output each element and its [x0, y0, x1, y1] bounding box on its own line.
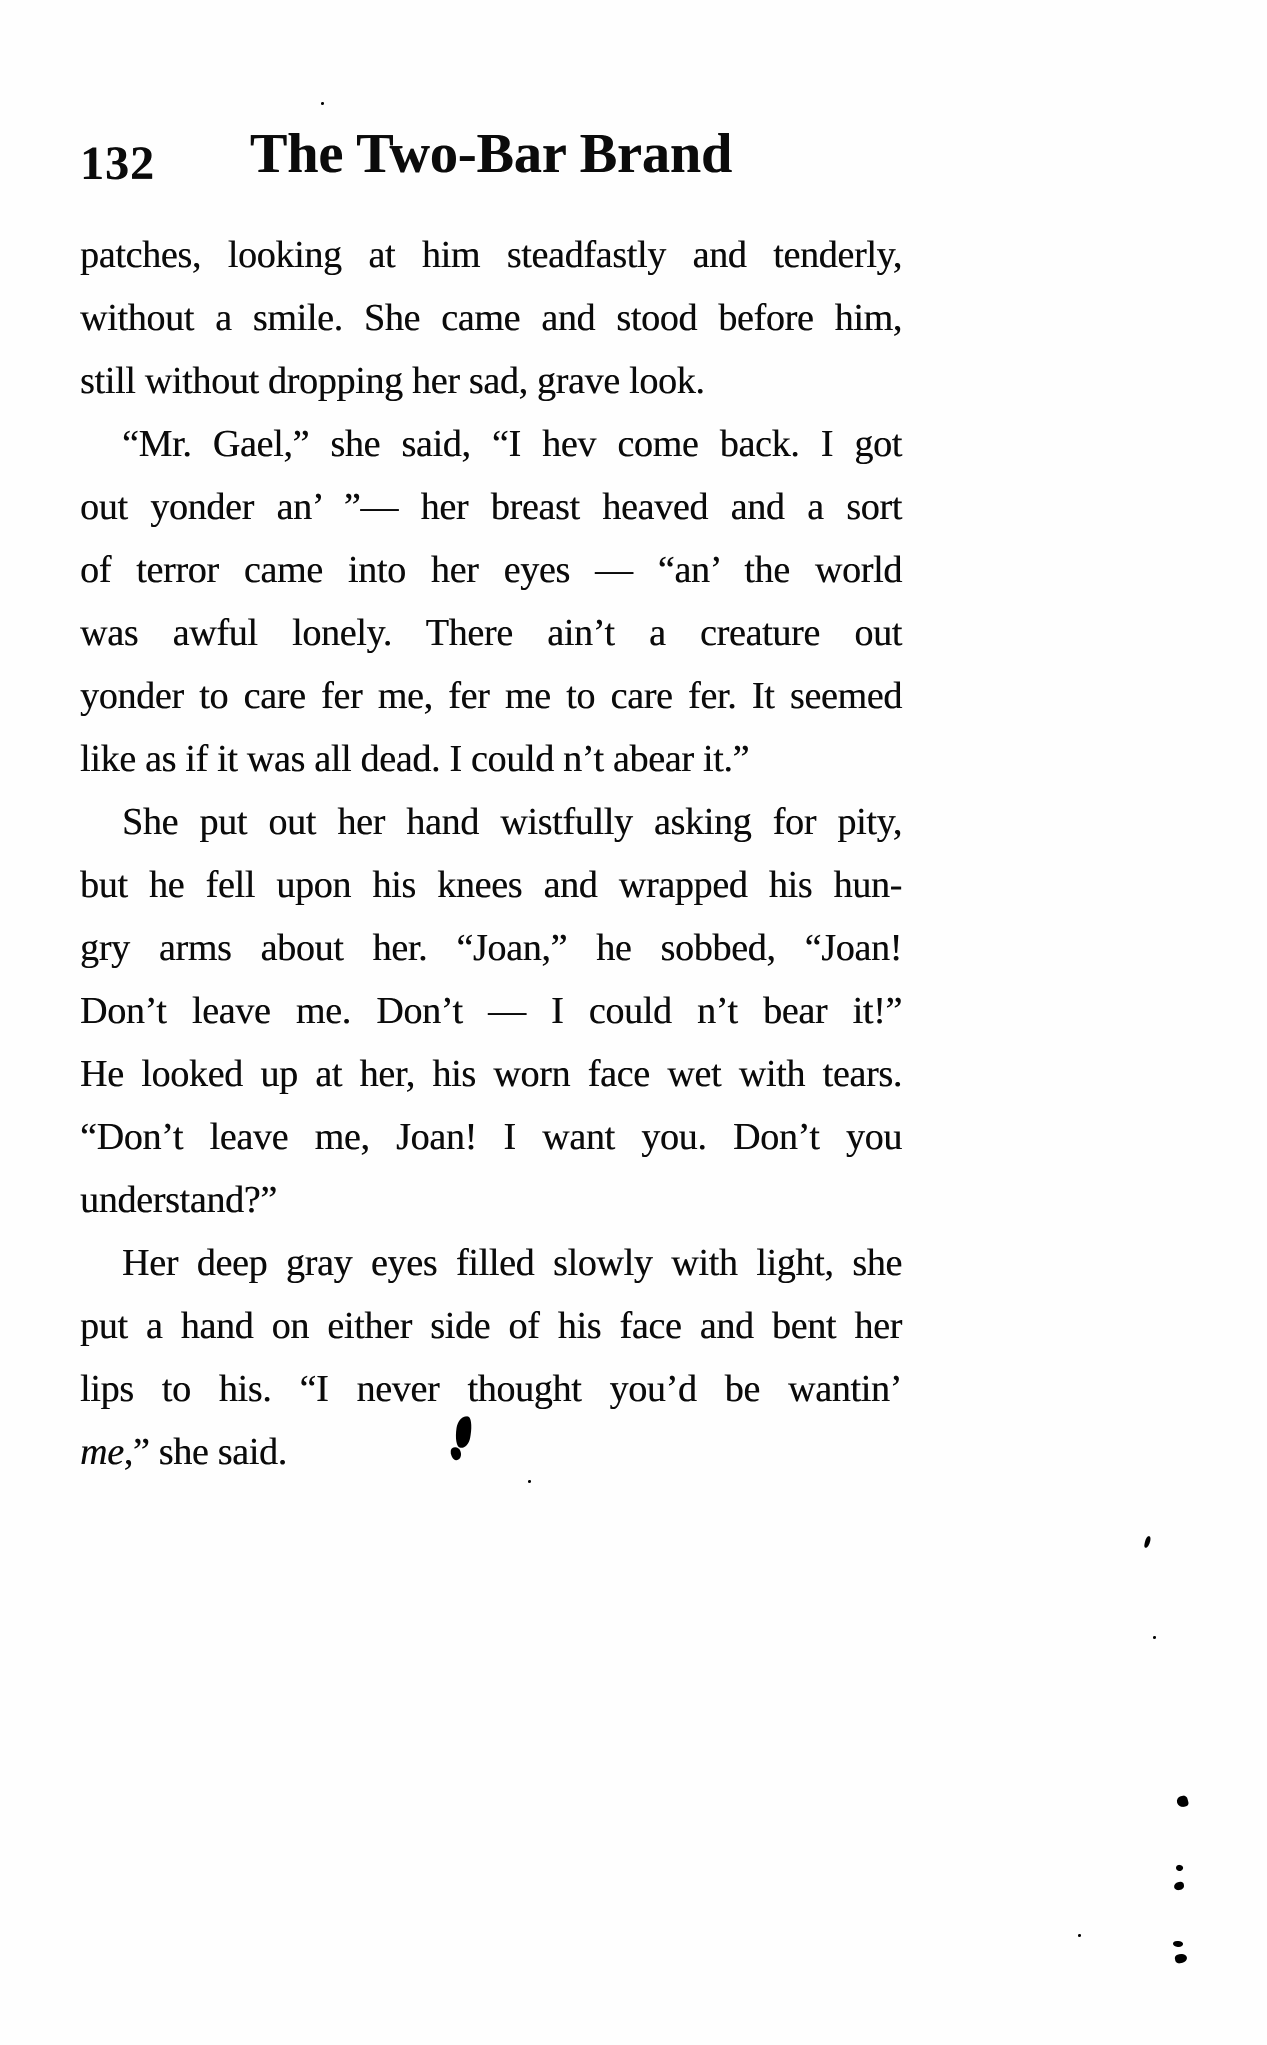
text-line: “Don’t leave me, Joan! I want you. Don’t you [80, 1116, 902, 1158]
text-line: but he fell upon his knees and wrapped his hun- [80, 864, 902, 906]
ink-speck [1175, 1864, 1184, 1872]
page-text [80, 224, 902, 1484]
text-line: Don’t leave me. Don’t — I could n’t bear it!” [80, 990, 902, 1032]
text-line: gry arms about her. “Joan,” he sobbed, “Joan! [80, 927, 902, 969]
text-line: without a smile. She came and stood before him, [80, 297, 902, 339]
text-line: patches, looking at him steadfastly and tenderly, [80, 234, 902, 276]
text-line: of terror came into her eyes — “an’ the world [80, 549, 902, 591]
text-line: yonder to care fer me, fer me to care fer. It seemed [80, 675, 902, 717]
ink-speck [321, 102, 324, 105]
ink-speck [1153, 1636, 1156, 1639]
text-line: put a hand on either side of his face and bent her [80, 1305, 902, 1347]
text-line: Her deep gray eyes filled slowly with light, she [122, 1242, 902, 1284]
ink-speck [1173, 1881, 1184, 1891]
ink-speck [1174, 1953, 1188, 1964]
text-line: like as if it was all dead. I could n’t abear it.” [80, 738, 750, 780]
italic-word: me [80, 1431, 124, 1473]
running-title: The Two-Bar Brand [249, 123, 733, 185]
ink-speck [1176, 1795, 1189, 1808]
text-line: lips to his. “I never thought you’d be wantin’ [80, 1368, 902, 1410]
text-line [80, 1421, 902, 1484]
text-line: understand?” [80, 1179, 277, 1221]
text-line: “Mr. Gael,” she said, “I hev come back. I got [122, 423, 902, 465]
text-line: was awful lonely. There ain’t a creature out [80, 612, 902, 654]
ink-speck [1078, 1934, 1081, 1937]
text-line: still without dropping her sad, grave look. [80, 360, 705, 402]
ink-speck [1173, 1940, 1184, 1947]
text-line: out yonder an’ ”— her breast heaved and a sort [80, 486, 902, 528]
ink-speck [1144, 1536, 1151, 1549]
text-line: He looked up at her, his worn face wet with tears. [80, 1053, 902, 1095]
page-number: 132 [80, 137, 155, 190]
text-line: She put out her hand wistfully asking for pity, [122, 801, 902, 843]
line-rest: ,” she said. [123, 1431, 287, 1473]
